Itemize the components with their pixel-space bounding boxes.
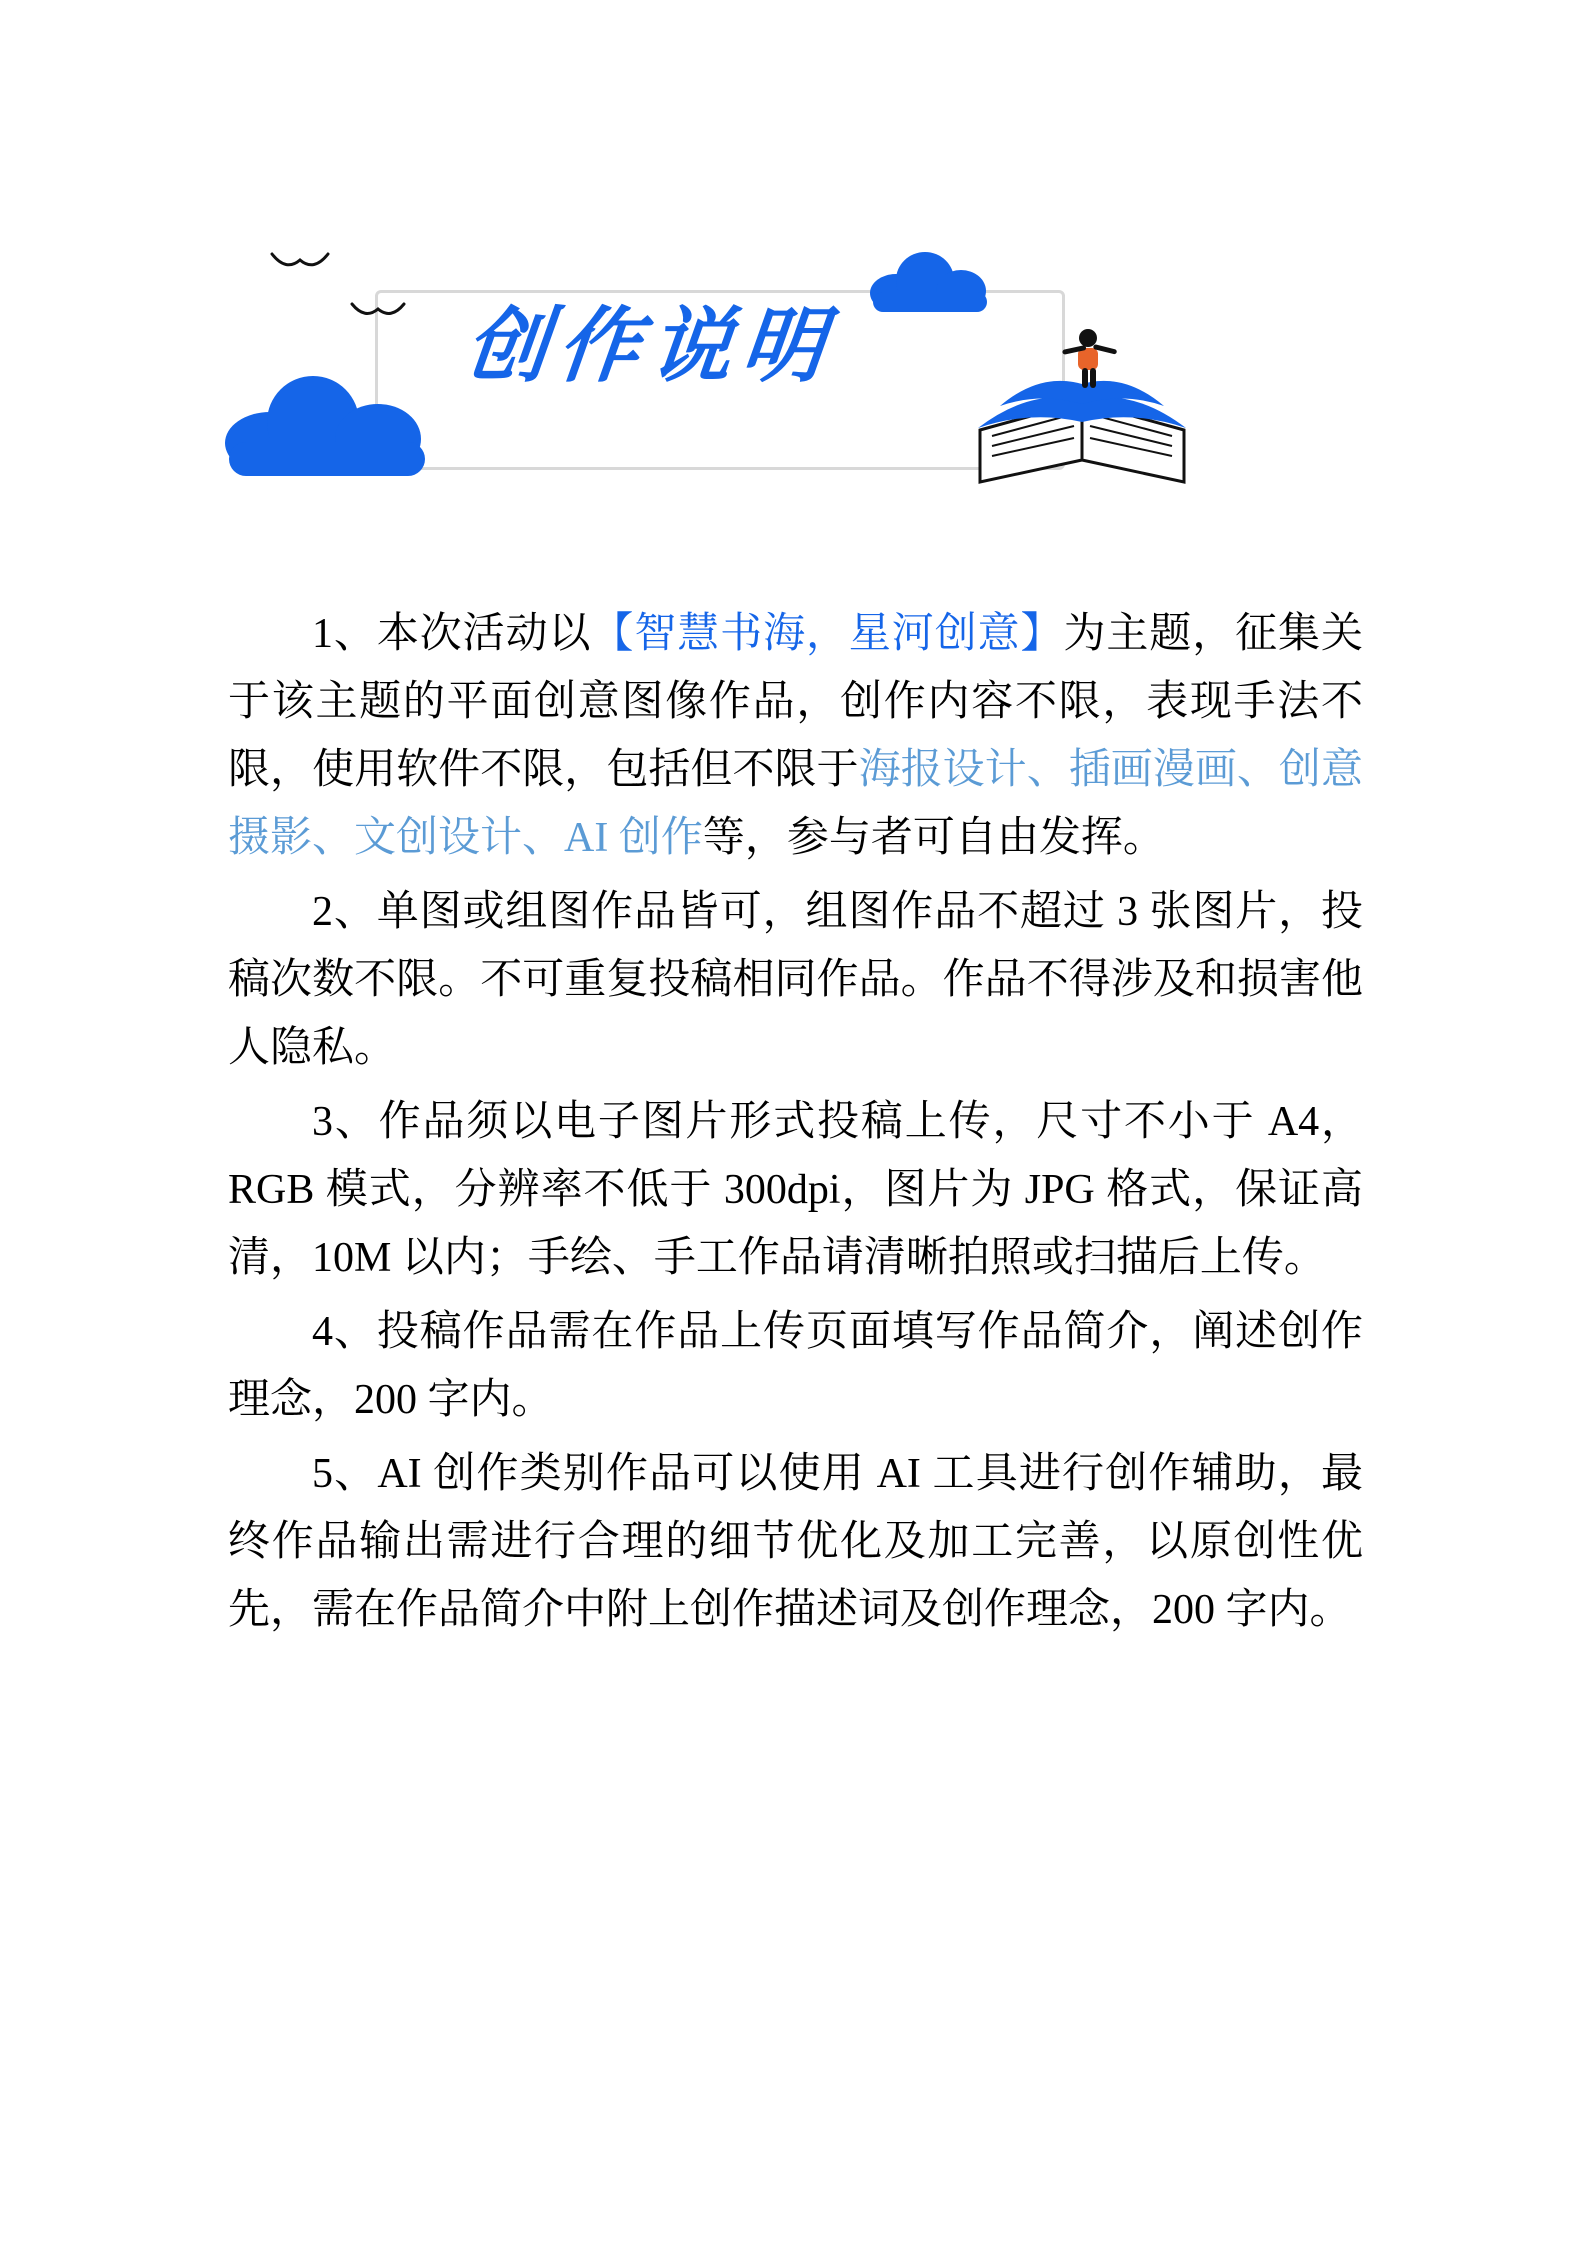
paragraph-item-2 <box>228 878 1363 1082</box>
paragraph-item-1 <box>228 600 1363 872</box>
page-title: 创作说明 <box>460 298 840 394</box>
open-book-icon <box>970 310 1200 490</box>
highlight-categories: 海报设计、插画漫画、创意摄影、文创设计、AI 创作 <box>228 747 1363 862</box>
text-run: 等，参与者可自由发挥。 <box>702 815 1165 862</box>
person-surfing-icon <box>1062 329 1117 388</box>
text-run: 5、AI 创作类别作品可以使用 AI 工具进行创作辅助，最终作品输出需进行合理的细节优化及加工完善，以原创性优先，需在作品简介中附上创作描述词及创作理念，200 字内。 <box>228 1451 1363 1634</box>
bird-icon <box>350 300 406 332</box>
cloud-icon <box>870 250 990 312</box>
header-banner <box>240 250 1270 550</box>
text-run: 3、作品须以电子图片形式投稿上传，尺寸不小于 A4，RGB 模式，分辨率不低于 300dpi，图片为 JPG 格式，保证高清，10M 以内；手绘、手工作品请清晰拍照或扫描后上传。 <box>228 1099 1363 1282</box>
text-run: 2、单图或组图作品皆可，组图作品不超过 3 张图片，投稿次数不限。不可重复投稿相同作品。作品不得涉及和损害他人隐私。 <box>228 889 1363 1072</box>
text-run: 为主题，征集关于该主题的平面创意图像作品，创作内容不限，表现手法不限，使用软件不限，包括但不限于 <box>228 611 1363 794</box>
text-run: 1、本次活动以 <box>312 611 592 657</box>
highlight-theme: 【智慧书海，星河创意】 <box>591 611 1064 657</box>
paragraph-item-3 <box>228 1088 1363 1292</box>
paragraph-item-4 <box>228 1298 1363 1434</box>
document-body <box>228 600 1363 1650</box>
paragraph-item-5 <box>228 1440 1363 1644</box>
cloud-icon <box>225 370 435 470</box>
bird-icon <box>270 250 330 284</box>
text-run: 4、投稿作品需在作品上传页面填写作品简介，阐述创作理念，200 字内。 <box>228 1309 1363 1424</box>
